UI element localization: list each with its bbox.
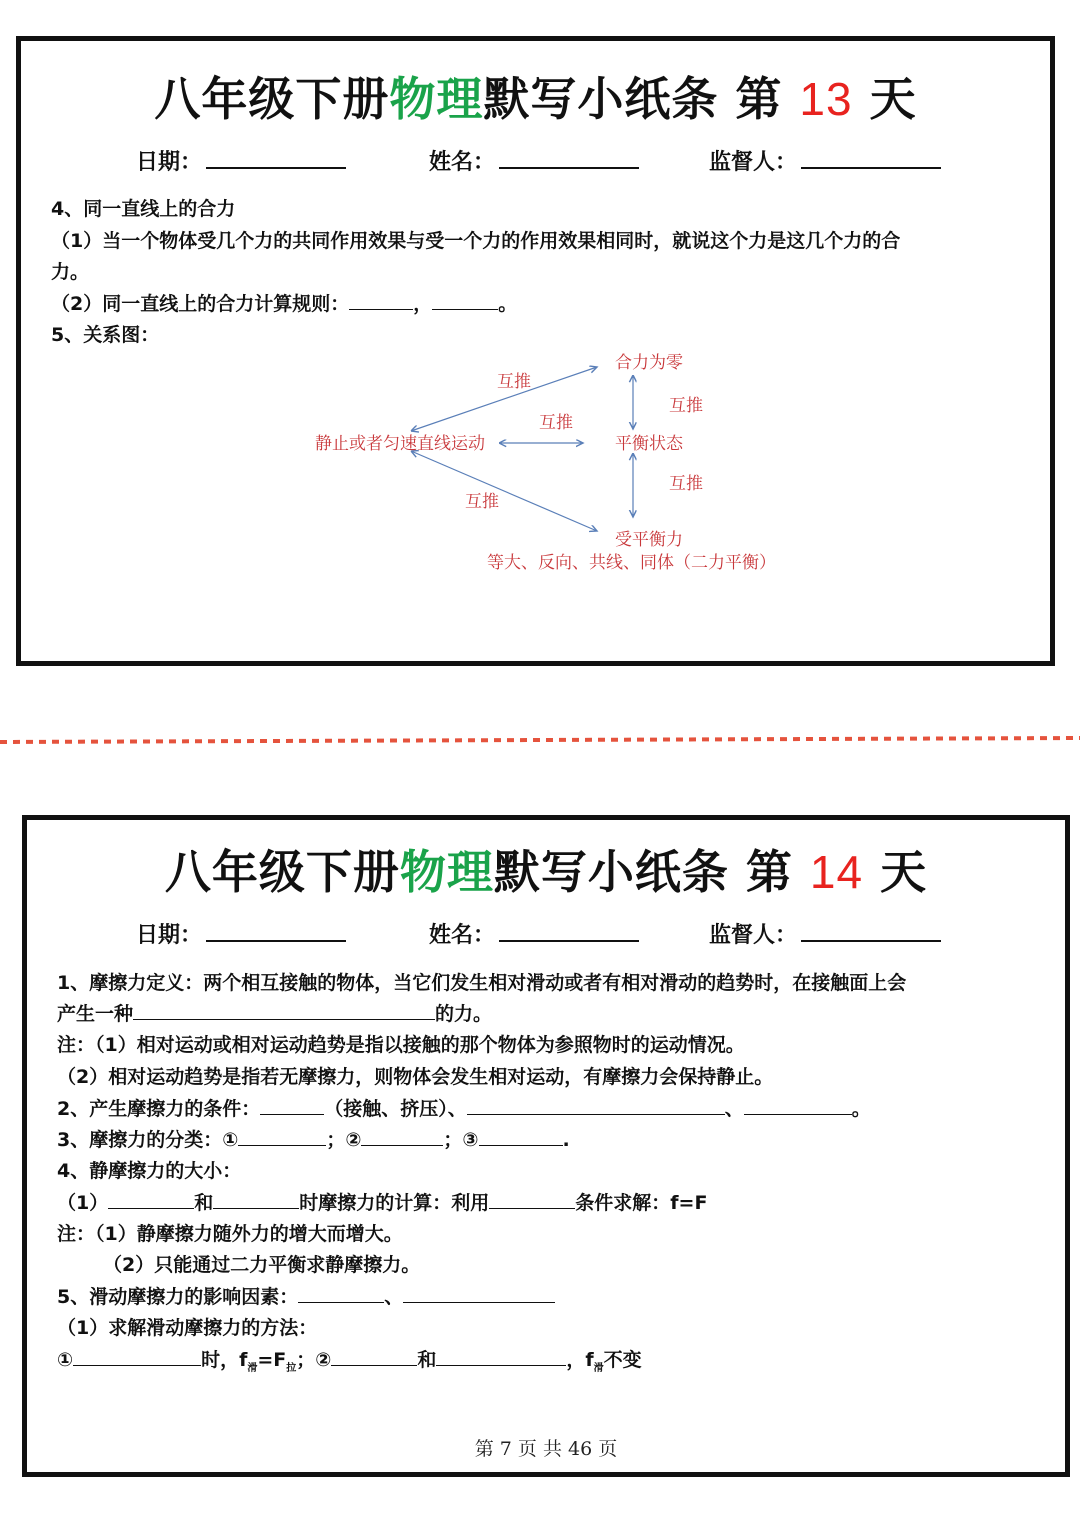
blank[interactable]: [467, 1096, 725, 1115]
title-middle: 默写小纸条 第: [493, 845, 810, 899]
supervisor-field[interactable]: [709, 918, 941, 949]
text: .: [562, 1129, 570, 1151]
blank[interactable]: [744, 1096, 852, 1115]
static-friction-heading: 4、静摩擦力的大小：: [57, 1160, 242, 1182]
title-subject: 物理: [389, 72, 484, 126]
date-label: 日期：: [136, 923, 203, 948]
friction-conditions: [57, 1096, 1045, 1122]
text: 5、滑动摩擦力的影响因素：: [57, 1286, 299, 1308]
name-label: 姓名：: [429, 150, 496, 175]
text: ①: [57, 1349, 74, 1371]
note-card-day-13: [16, 36, 1055, 666]
title-day-number: 13: [799, 73, 853, 125]
static-friction-calc: [57, 1190, 1045, 1216]
card-title: [27, 836, 1065, 902]
date-label: 日期：: [136, 150, 203, 175]
text: =F: [257, 1349, 287, 1371]
blank[interactable]: [479, 1127, 563, 1146]
text: 和: [417, 1349, 437, 1371]
note-2: （2）相对运动趋势是指若无摩擦力，则物体会发生相对运动，有摩擦力会保持静止。: [57, 1066, 774, 1088]
sliding-friction-factors: [57, 1284, 1045, 1310]
text: ，f: [566, 1349, 594, 1371]
blank[interactable]: [489, 1190, 575, 1209]
node-balanced-force: 受平衡力: [615, 530, 683, 550]
text: 不变: [603, 1349, 642, 1371]
name-field[interactable]: [429, 145, 639, 176]
edge-label: 互推: [497, 372, 531, 392]
rule-blank-2[interactable]: [432, 291, 498, 310]
blank[interactable]: [361, 1127, 443, 1146]
info-fields: [27, 918, 1065, 952]
rule-text: （2）同一直线上的合力计算规则：: [51, 293, 350, 315]
blank[interactable]: [238, 1127, 326, 1146]
sliding-friction-method: （1）求解滑动摩擦力的方法：: [57, 1317, 318, 1339]
friction-definition-end: [57, 1001, 1045, 1027]
title-suffix: 天: [852, 72, 917, 126]
node-zero-resultant: 合力为零: [615, 353, 683, 373]
blank[interactable]: [108, 1190, 194, 1209]
text: 时摩擦力的计算：利用: [299, 1192, 490, 1214]
cut-line-divider: [0, 736, 1080, 744]
name-field[interactable]: [429, 918, 639, 949]
edge-label: 互推: [669, 474, 703, 494]
friction-types: [57, 1127, 1045, 1153]
page-footer: 第 7 页 共 46 页: [474, 1438, 618, 1460]
heading-resultant-force: 4、同一直线上的合力: [51, 198, 236, 220]
text: 2、产生摩擦力的条件：: [57, 1098, 261, 1120]
node-static-motion: 静止或者匀速直线运动: [315, 434, 485, 454]
subscript: 拉: [286, 1362, 297, 1374]
title-middle: 默写小纸条 第: [483, 72, 800, 126]
text: 。: [851, 1098, 871, 1120]
arrow-static-force: [411, 451, 597, 531]
supervisor-label: 监督人：: [709, 150, 798, 175]
rule-line: [51, 291, 1030, 317]
title-day-number: 14: [809, 846, 864, 898]
text: 时，f: [201, 1349, 248, 1371]
blank[interactable]: [213, 1190, 299, 1209]
static-note-2: （2）只能通过二力平衡求静摩擦力。: [103, 1254, 421, 1276]
blank[interactable]: [133, 1001, 435, 1020]
blank[interactable]: [260, 1096, 324, 1115]
name-blank[interactable]: [499, 147, 639, 169]
node-equilibrium: 平衡状态: [615, 434, 683, 454]
rule-sep: ，: [413, 293, 433, 315]
text: 和: [194, 1192, 214, 1214]
blank[interactable]: [331, 1347, 417, 1366]
blank[interactable]: [298, 1284, 384, 1303]
text: ；②: [326, 1129, 362, 1151]
name-label: 姓名：: [429, 923, 496, 948]
date-field[interactable]: [136, 145, 346, 176]
supervisor-label: 监督人：: [709, 923, 798, 948]
date-blank[interactable]: [206, 920, 346, 942]
edge-label: 互推: [539, 413, 573, 433]
card-title: [21, 63, 1050, 129]
note-1: 注：（1）相对运动或相对运动趋势是指以接触的那个物体为参照物时的运动情况。: [57, 1034, 745, 1056]
blank[interactable]: [436, 1347, 566, 1366]
supervisor-blank[interactable]: [801, 147, 941, 169]
subscript: 滑: [593, 1362, 604, 1374]
definition-line: （1）当一个物体受几个力的共同作用效果与受一个力的作用效果相同时，就说这个力是这几个力的合: [51, 230, 901, 252]
sliding-friction-cases: [57, 1347, 1045, 1382]
text: 、: [384, 1286, 404, 1308]
text: ；②: [296, 1349, 332, 1371]
text: （1）: [57, 1192, 109, 1214]
blank[interactable]: [73, 1347, 201, 1366]
text: 、: [724, 1098, 744, 1120]
rule-end: 。: [498, 293, 518, 315]
title-suffix: 天: [863, 845, 928, 899]
rule-blank-1[interactable]: [349, 291, 413, 310]
supervisor-blank[interactable]: [801, 920, 941, 942]
text: 条件求解：f=F: [575, 1192, 708, 1214]
static-note-1: 注：（1）静摩擦力随外力的增大而增大。: [57, 1223, 403, 1245]
text: 的力。: [435, 1003, 493, 1025]
title-subject: 物理: [399, 845, 494, 899]
definition-line-end: 力。: [51, 261, 90, 283]
text: （接触、挤压）、: [324, 1098, 467, 1120]
name-blank[interactable]: [499, 920, 639, 942]
blank[interactable]: [403, 1284, 555, 1303]
friction-definition: 1、摩擦力定义：两个相互接触的物体，当它们发生相对滑动或者有相对滑动的趋势时，在接触面上会: [57, 972, 907, 994]
date-field[interactable]: [136, 918, 346, 949]
text: 3、摩擦力的分类：①: [57, 1129, 239, 1151]
edge-label: 互推: [669, 396, 703, 416]
text: ；③: [443, 1129, 479, 1151]
text: 产生一种: [57, 1003, 134, 1025]
title-prefix: 八年级下册: [164, 845, 400, 899]
edge-label: 互推: [465, 492, 499, 512]
relation-diagram: [281, 341, 841, 581]
node-condition: 等大、反向、共线、同体（二力平衡）: [487, 553, 776, 573]
supervisor-field[interactable]: [709, 145, 941, 176]
info-fields: [21, 145, 1050, 179]
heading-relation-diagram: 5、关系图：: [51, 324, 160, 346]
note-card-day-14: [22, 815, 1070, 1477]
subscript: 滑: [247, 1362, 258, 1374]
date-blank[interactable]: [206, 147, 346, 169]
title-prefix: 八年级下册: [154, 72, 390, 126]
